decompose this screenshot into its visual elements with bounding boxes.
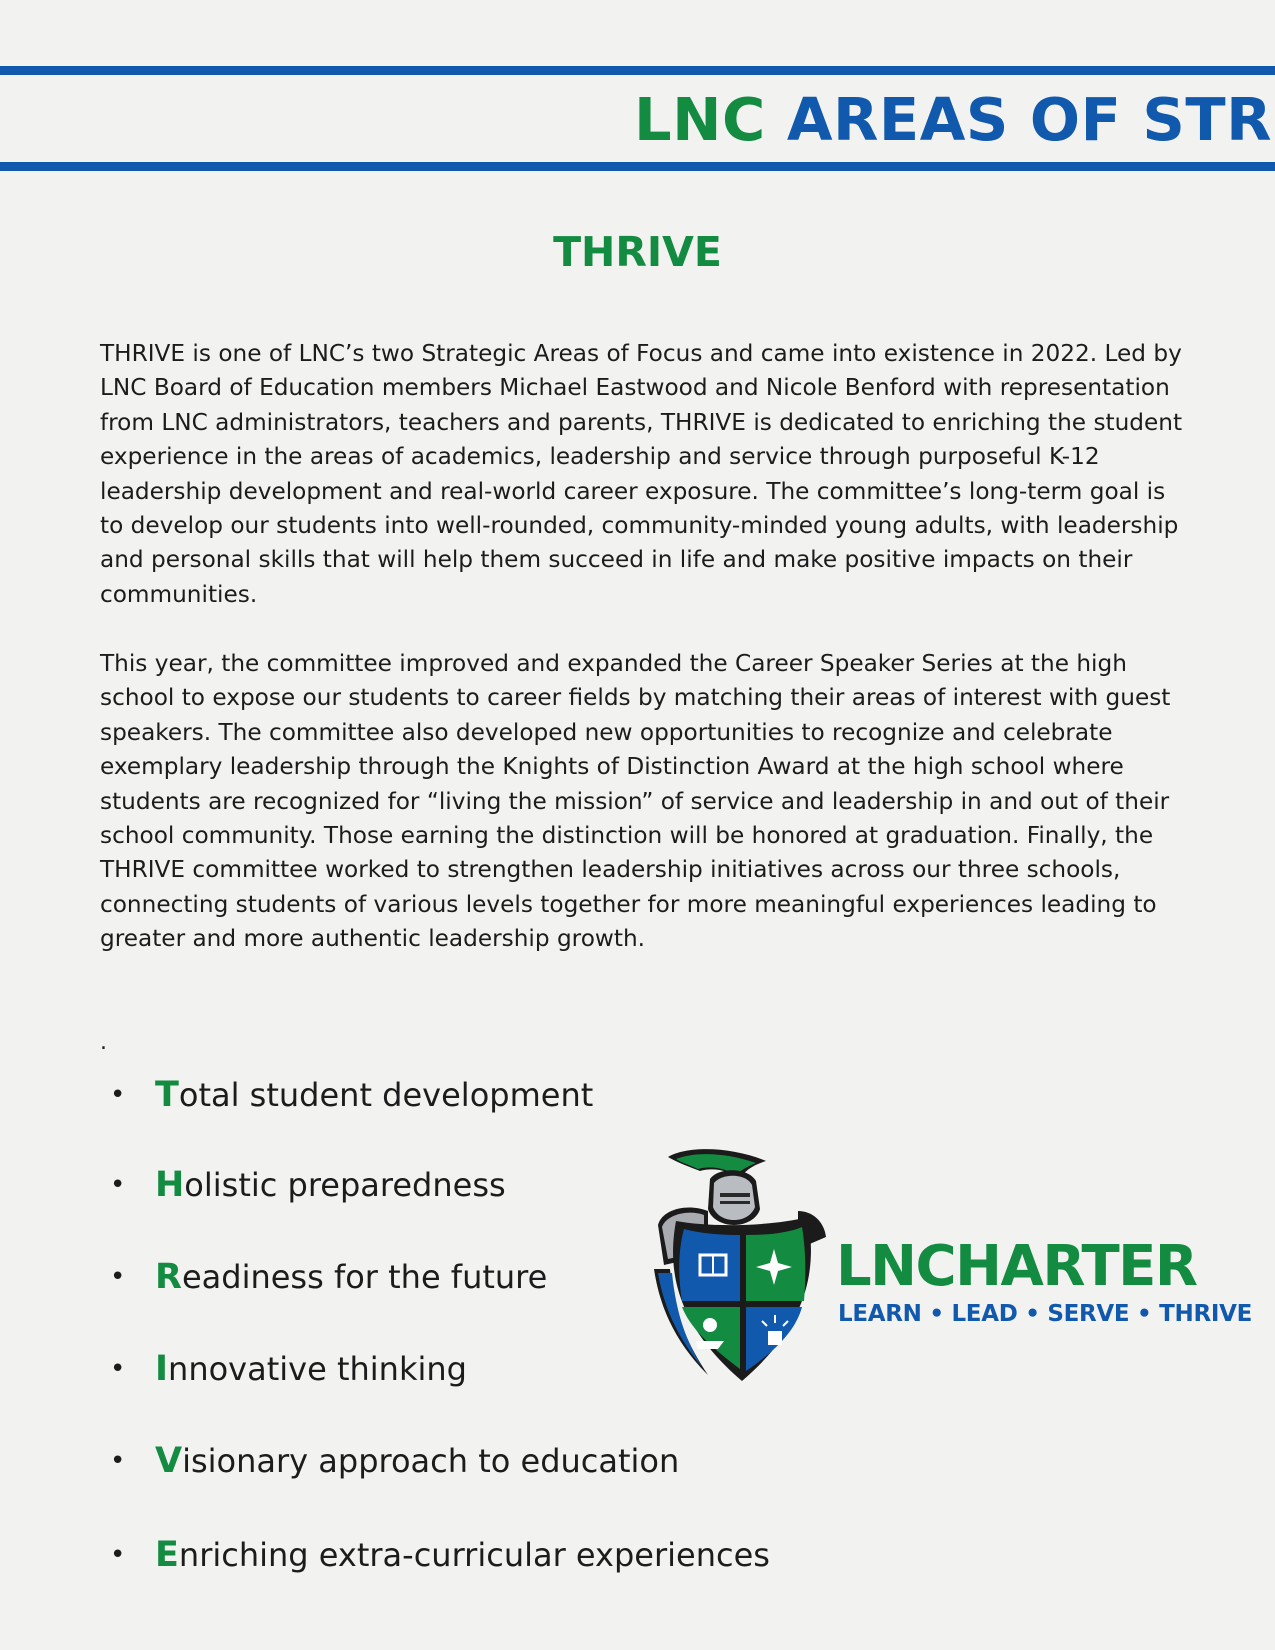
- list-item: [110, 1436, 679, 1486]
- logo-wordmark: LNCHARTER: [836, 1234, 1197, 1299]
- bullet-icon: •: [110, 1170, 126, 1200]
- acronym-text: nnovative thinking: [168, 1350, 467, 1388]
- acronym-initial: T: [155, 1075, 179, 1115]
- bullet-icon: •: [110, 1354, 126, 1384]
- bullet-icon: •: [110, 1262, 126, 1292]
- acronym-initial: V: [155, 1441, 183, 1481]
- list-item: [110, 1160, 506, 1210]
- banner-bottom-rule: [0, 162, 1275, 171]
- bullet-icon: •: [110, 1446, 126, 1476]
- paragraph-this-year: This year, the committee improved and expanded the Career Speaker Series at the high school to expose our students to career fields by matching their areas of interest with guest speakers. The committee also developed new opportunities to recognize and celebrate exemplary leadership through the Knights of Distinction Award at the high school where students are recognized for “living the mission” of service and leadership in and out of their school community. Those earning the distinction will be honored at graduation. Finally, the THRIVE committee worked to strengthen leadership initiatives across our three schools, connecting students of various levels together for more meaningful experiences leading to greater and more authentic leadership growth.: [100, 650, 1171, 953]
- banner-title-areas: AREAS OF STR: [786, 85, 1273, 154]
- acronym-initial: H: [155, 1165, 185, 1205]
- list-item: [110, 1252, 547, 1302]
- bullet-icon: •: [110, 1540, 126, 1570]
- banner-top-rule: [0, 66, 1275, 75]
- acronym-initial: R: [155, 1257, 182, 1297]
- knight-shield-icon: [648, 1145, 833, 1405]
- acronym-text: olistic preparedness: [184, 1166, 506, 1204]
- acronym-text: nriching extra-curricular experiences: [178, 1536, 770, 1574]
- list-item: [110, 1530, 770, 1580]
- lncharter-logo: [648, 1145, 1253, 1405]
- bullet-icon: •: [110, 1080, 126, 1110]
- acronym-initial: E: [155, 1535, 179, 1575]
- acronym-initial: I: [155, 1349, 169, 1389]
- section-heading: THRIVE: [553, 228, 722, 276]
- acronym-text: eadiness for the future: [181, 1258, 548, 1296]
- logo-tagline: LEARN • LEAD • SERVE • THRIVE: [838, 1301, 1253, 1327]
- banner-title: [634, 80, 1272, 160]
- paragraph-intro: THRIVE is one of LNC’s two Strategic Areas of Focus and came into existence in 2022. Led by LNC Board of Education members Michael Eastwood and Nicole Benford with representation from LNC administrators, teachers and parents, THRIVE is dedicated to enriching the student experience in the areas of academics, leadership and service through purposeful K-12 leadership development and real-world career exposure. The committee’s long-term goal is to develop our students into well-rounded, community-minded young adults, with leadership and personal skills that will help them succeed in life and make positive impacts on their communities.: [100, 340, 1183, 608]
- acronym-text: isionary approach to education: [182, 1442, 680, 1480]
- list-item: [110, 1344, 467, 1394]
- acronym-text: otal student development: [178, 1076, 594, 1114]
- banner-title-lnc: LNC: [634, 85, 766, 154]
- stray-period: .: [100, 1030, 107, 1055]
- list-item: [110, 1070, 593, 1120]
